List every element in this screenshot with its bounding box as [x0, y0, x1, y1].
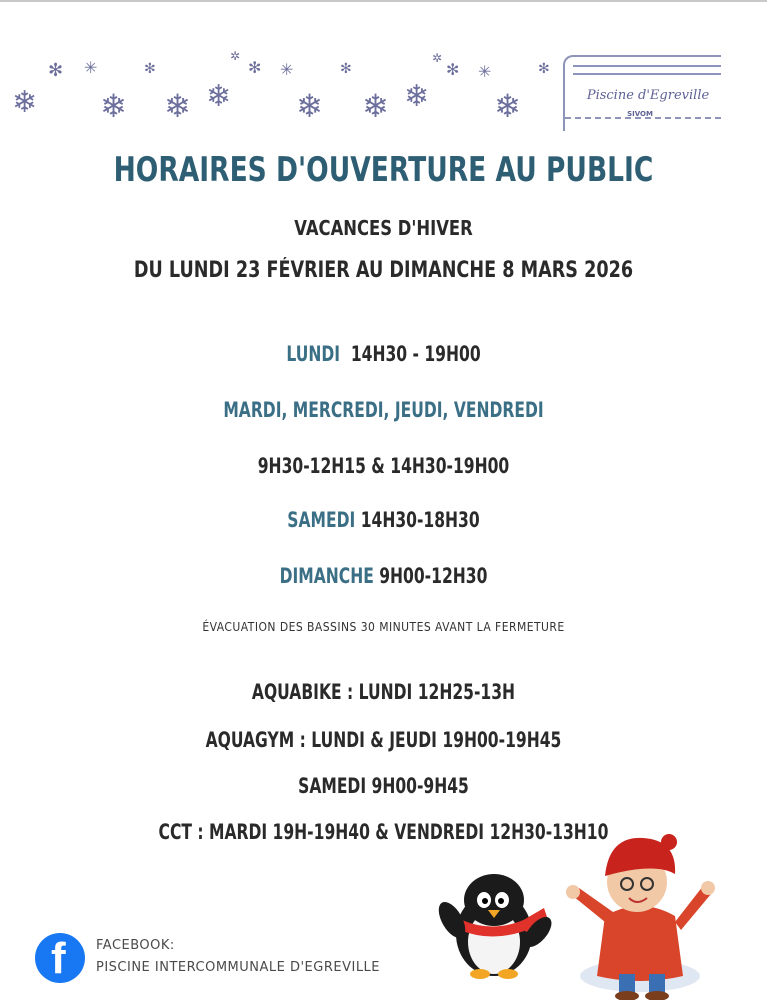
snowflake-icon: ❄	[296, 87, 323, 125]
cct-line: CCT : MARDI 19H-19H40 & VENDREDI 12H30-13H10	[158, 820, 609, 844]
snowflake-icon: ✲	[432, 51, 443, 65]
snowflake-icon: ✻	[248, 58, 262, 77]
snowflake-icon: ✻	[48, 60, 64, 81]
aquagym-samedi-line: SAMEDI 9H00-9H45	[298, 774, 469, 798]
snowflake-icon: ✻	[340, 61, 352, 77]
day-label: DIMANCHE	[279, 564, 374, 588]
snowflake-icon: ❄	[100, 87, 127, 125]
snowflake-icon: ✳	[84, 58, 98, 77]
snowflake-icon: ✲	[230, 49, 241, 63]
top-edge-line	[0, 0, 767, 2]
snowflake-icon: ❄	[494, 87, 521, 125]
snowflake-icon: ✻	[144, 61, 156, 77]
snowflake-icon: ❄	[12, 85, 38, 120]
schedule-lundi	[100, 342, 668, 366]
weekdays-label: MARDI, MERCREDI, JEUDI, VENDREDI	[223, 398, 544, 422]
penguin-illustration	[432, 862, 557, 982]
page-title: HORAIRES D'OUVERTURE AU PUBLIC	[113, 150, 654, 190]
logo-text: Piscine d'Egreville	[586, 88, 710, 103]
snowflake-icon: ❄	[206, 79, 232, 114]
date-range: DU LUNDI 23 FÉVRIER AU DIMANCHE 8 MARS 2026	[133, 258, 634, 283]
snowflake-icon: ❄	[362, 87, 389, 125]
day-label: LUNDI	[286, 342, 341, 366]
evacuation-notice: ÉVACUATION DES BASSINS 30 MINUTES AVANT LA FERMETURE	[202, 620, 565, 634]
facebook-label: FACEBOOK:	[96, 938, 175, 953]
aquabike-line: AQUABIKE : LUNDI 12H25-13H	[251, 680, 516, 704]
aquagym-line: AQUAGYM : LUNDI & JEUDI 19H00-19H45	[205, 728, 562, 752]
snowflake-icon: ❄	[404, 79, 430, 114]
hours: 9H00-12H30	[379, 564, 488, 588]
hours: 14H30 - 19H00	[350, 342, 481, 366]
snowflake-icon: ✳	[280, 60, 294, 79]
schedule-dimanche	[100, 564, 668, 588]
hours: 14H30-18H30	[360, 508, 480, 532]
logo-subtext: SIVOM	[627, 110, 653, 118]
snowflake-icon: ❄	[164, 87, 191, 125]
snowflake-icon: ✻	[446, 60, 460, 79]
schedule-samedi	[100, 508, 668, 532]
snowflake-icon: ✻	[538, 61, 550, 77]
day-label: SAMEDI	[287, 508, 356, 532]
snowflake-icon: ✳	[478, 62, 492, 81]
facebook-page-name[interactable]: PISCINE INTERCOMMUNALE D'EGREVILLE	[96, 960, 381, 975]
subtitle: VACANCES D'HIVER	[294, 216, 473, 240]
weekdays-hours: 9H30-12H15 & 14H30-19H00	[257, 454, 510, 478]
facebook-icon[interactable]: f	[35, 933, 85, 983]
child-illustration	[565, 826, 715, 1000]
snowflake-decoration	[0, 40, 560, 135]
